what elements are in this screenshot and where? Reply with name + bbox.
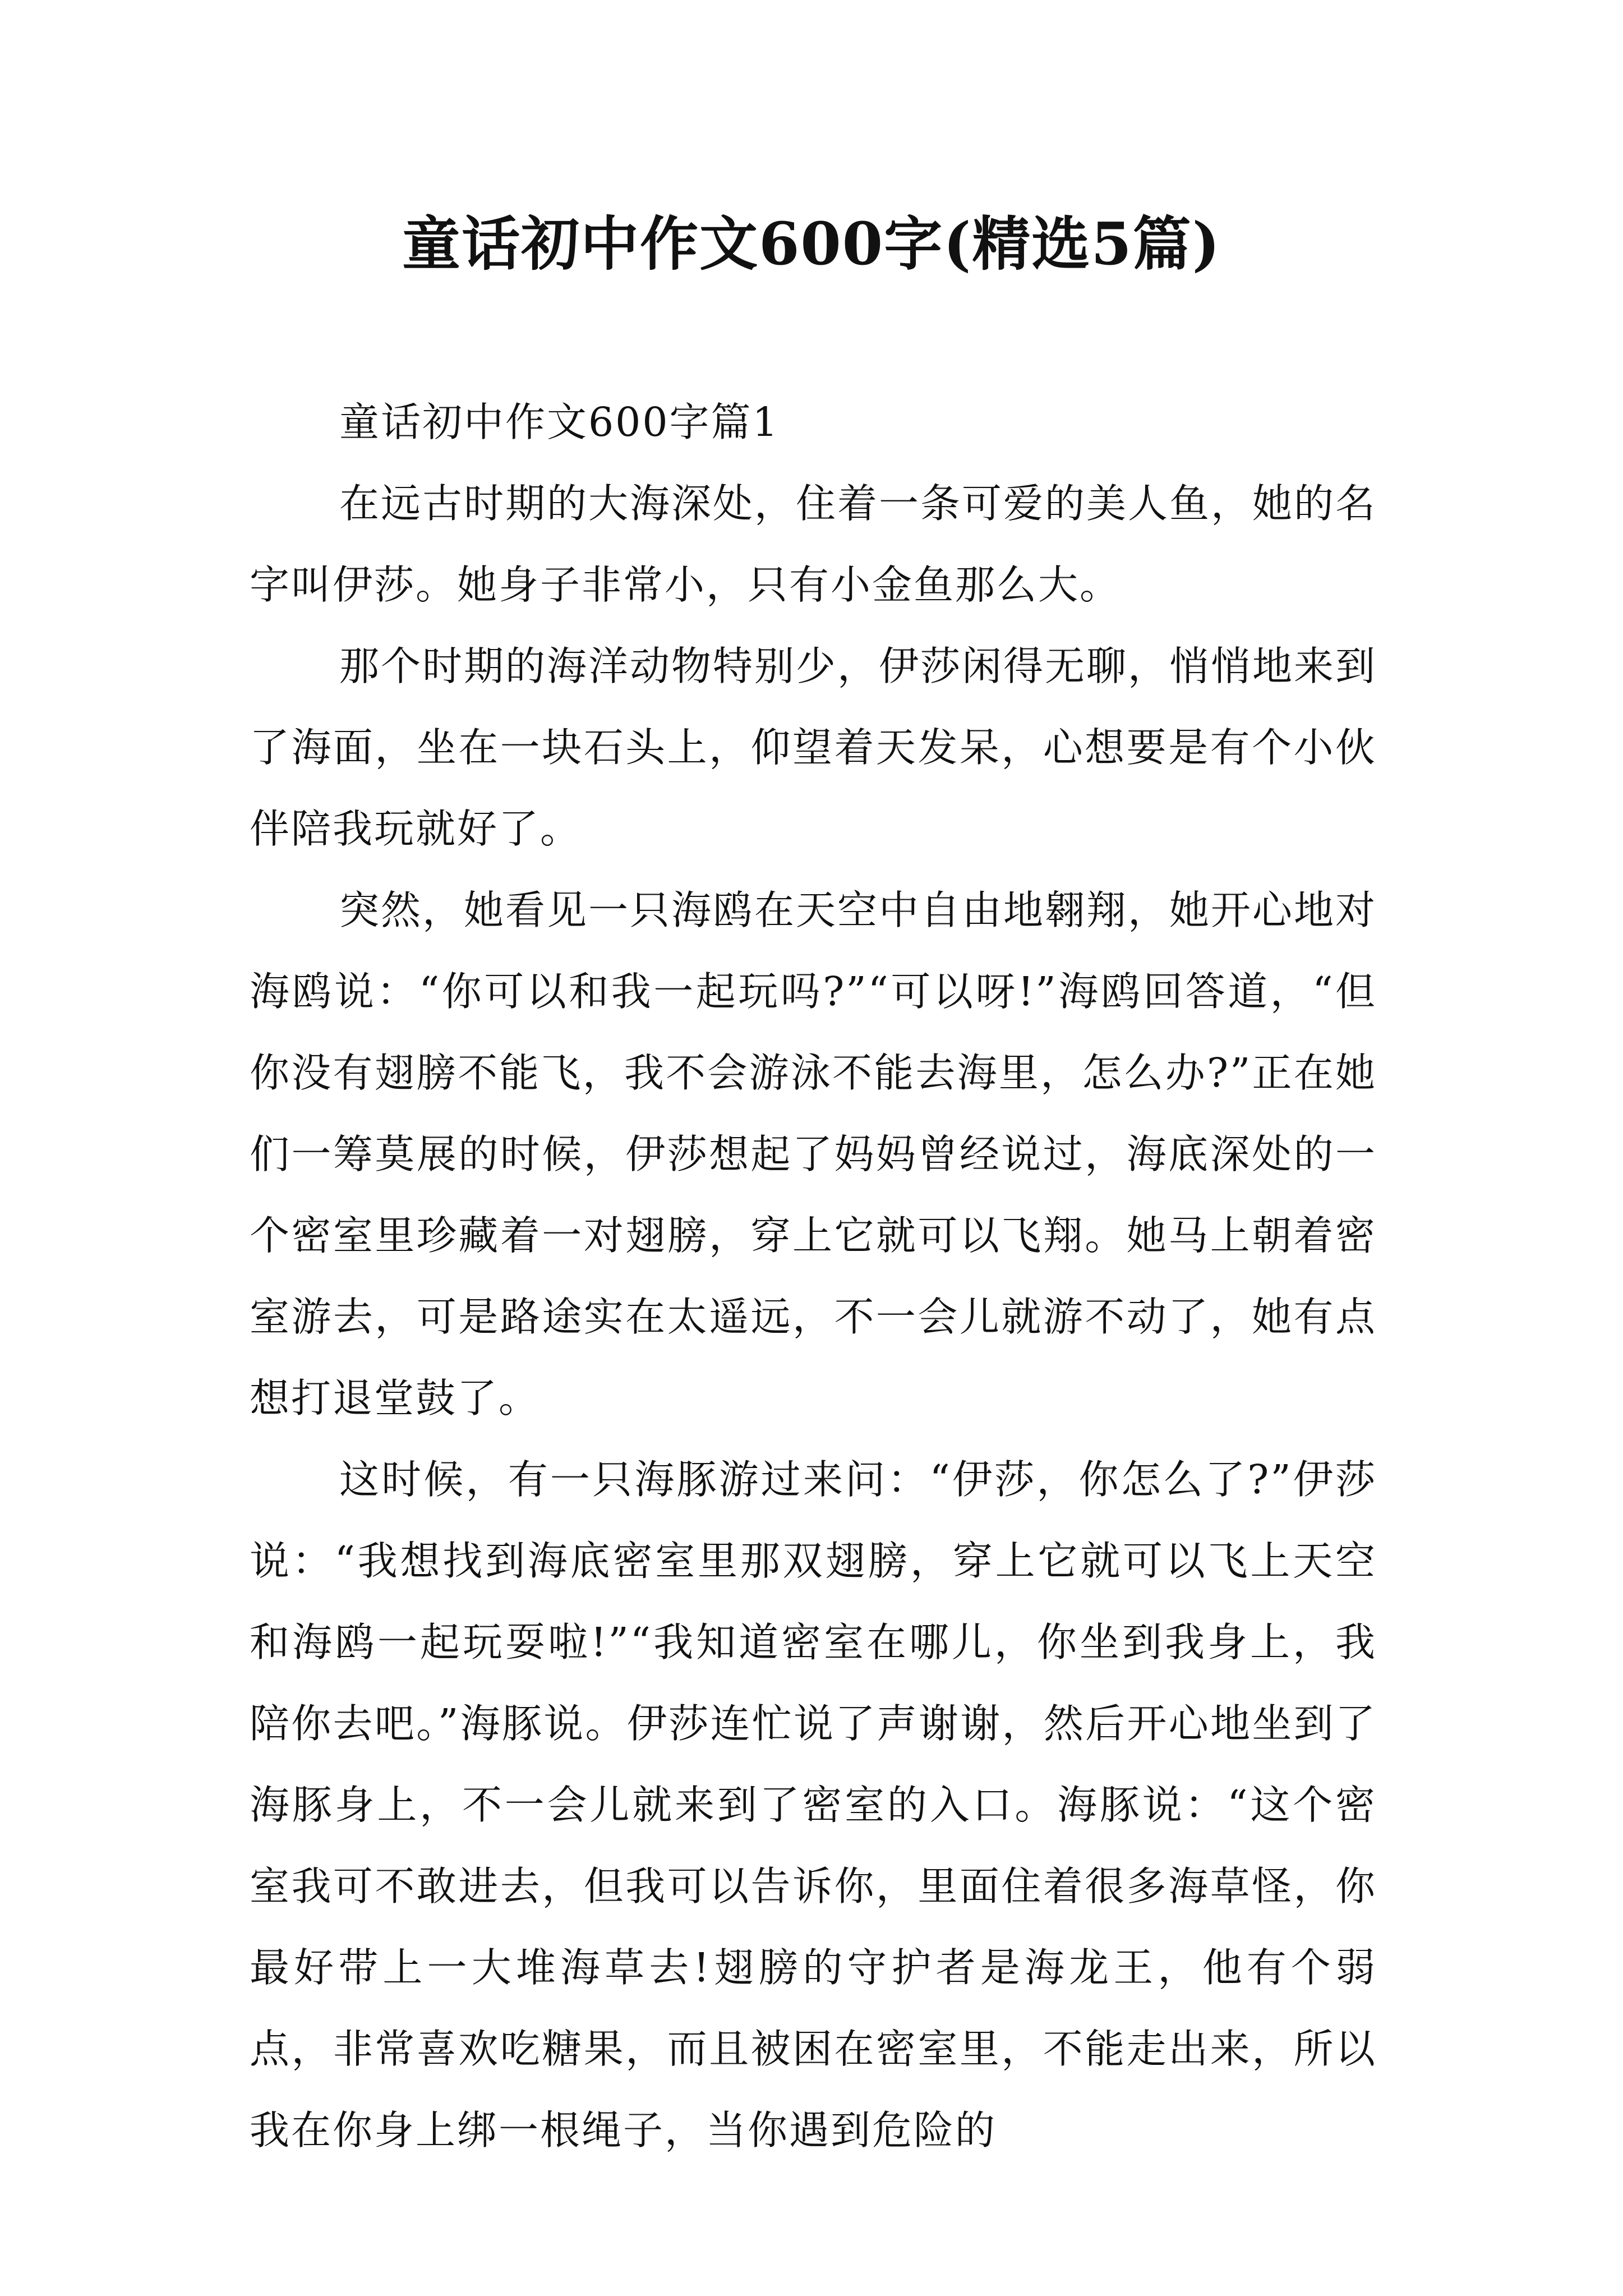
paragraph-4: 这时候，有一只海豚游过来问：“伊莎，你怎么了?”伊莎说：“我想找到海底密室里那双翅膀，穿上它就可以飞上天空和海鸥一起玩耍啦!”“我知道密室在哪儿，你坐到我身上，我陪你去吧。”海豚说。伊莎连忙说了声谢谢，然后开心地坐到了海豚身上，不一会儿就来到了密室的入口。海豚说：“这个密室我可不敢进去，但我可以告诉你，里面住着很多海草怪，你最好带上一大堆海草去!翅膀的守护者是海龙王，他有个弱点，非常喜欢吃糖果，而且被困在密室里，不能走出来，所以我在你身上绑一根绳子，当你遇到危险的 xyxy=(250,1456,1377,2154)
paragraph-3: 突然，她看见一只海鸥在天空中自由地翱翔，她开心地对海鸥说：“你可以和我一起玩吗?”“可以呀!”海鸥回答道，“但你没有翅膀不能飞，我不会游泳不能去海里，怎么办?”正在她们一筹莫展的时候，伊莎想起了妈妈曾经说过，海底深处的一个密室里珍藏着一对翅膀，穿上它就可以飞翔。她马上朝着密室游去，可是路途实在太遥远，不一会儿就游不动了，她有点想打退堂鼓了。 xyxy=(250,887,1377,1421)
document-body xyxy=(250,381,1377,2171)
paragraph-2: 那个时期的海洋动物特别少，伊莎闲得无聊，悄悄地来到了海面，坐在一块石头上，仰望着天发呆，心想要是有个小伙伴陪我玩就好了。 xyxy=(250,643,1377,852)
section-heading: 童话初中作文600字篇1 xyxy=(339,399,780,445)
document-title: 童话初中作文600字(精选5篇) xyxy=(402,209,1221,278)
paragraph-1: 在远古时期的大海深处，住着一条可爱的美人鱼，她的名字叫伊莎。她身子非常小，只有小金鱼那么大。 xyxy=(250,480,1377,608)
